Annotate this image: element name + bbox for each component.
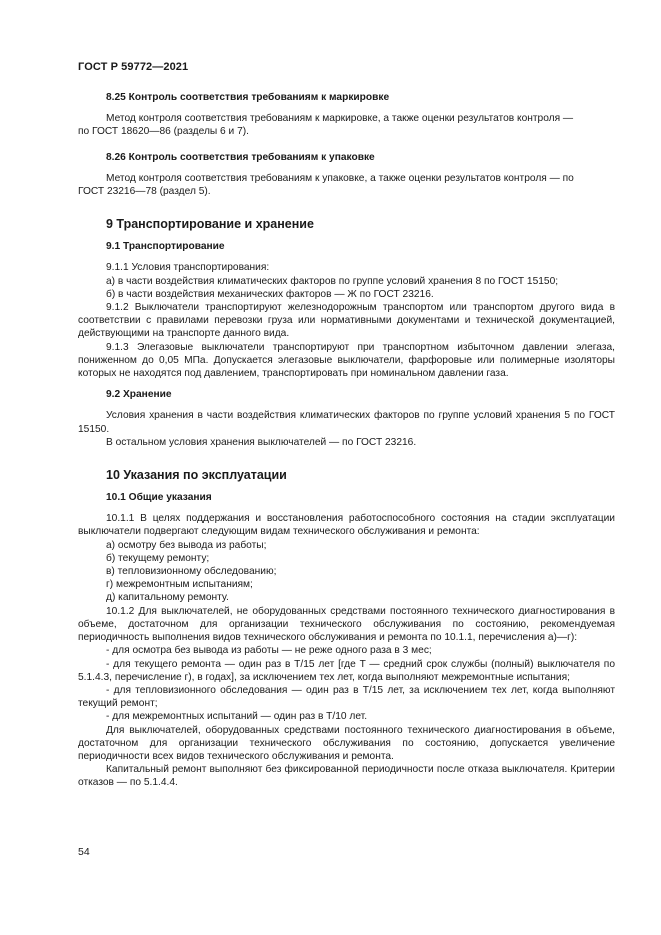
paragraph-9-2-a: Условия хранения в части воздействия климатических факторов по группе условий хранения 5 по ГОСТ 15150. bbox=[78, 410, 615, 435]
dash-item-thermal-survey: - для тепловизионного обследования — один раз в T/15 лет, за исключением тех лет, когда выполняют текущий ремонт; bbox=[78, 684, 615, 710]
section-8-25-body-line-1: Метод контроля соответствия требованиям к маркировке, а также оценки результатов контроля — bbox=[106, 113, 574, 125]
section-10-1-title: 10.1 Общие указания bbox=[106, 492, 212, 504]
page-content bbox=[78, 91, 615, 790]
section-8-26-body-line-2: ГОСТ 23216—78 (раздел 5). bbox=[78, 186, 211, 198]
list-item: в) тепловизионному обследованию; bbox=[106, 566, 277, 578]
list-item: б) текущему ремонту; bbox=[106, 552, 210, 564]
section-9-1-title: 9.1 Транспортирование bbox=[106, 241, 225, 253]
section-8-26-body-line-1: Метод контроля соответствия требованиям к упаковке, а также оценки результатов контроля — по bbox=[106, 172, 574, 184]
paragraph-diagnostics: Для выключателей, оборудованных средствами постоянного технического диагностирования в объеме, достаточном для организации технического обслуживания по состоянию, допускается увеличение периодичности всех видов технического обслуживания и ремонта. bbox=[78, 724, 615, 762]
paragraph-10-1-1: 10.1.1 В целях поддержания и восстановления работоспособного состояния на стадии эксплуатации выключатели подвергают следующим видам технического обслуживания и ремонта: bbox=[78, 513, 615, 538]
paragraph-9-1-2: 9.1.2 Выключатели транспортируют железнодорожным транспортом или транспортом другого вида в соответствии с правилами перевозки груза или нормативными документами и технической документацией, действующими на транспорте данного вида. bbox=[78, 302, 615, 340]
paragraph-10-1-2: 10.1.2 Для выключателей, не оборудованных средствами постоянного технического диагностирования в объеме, достаточном для организации технического обслуживания по состоянию, рекомендуемая периодичность выполнения видов технического обслуживания и ремонта по 10.1.1, перечисления а)—г): bbox=[78, 605, 615, 644]
list-item: д) капитальному ремонту. bbox=[106, 592, 229, 604]
dash-item-inspection: - для осмотра без вывода из работы — не реже одного раза в 3 мес; bbox=[106, 645, 432, 657]
list-item-9-1-1-b: б) в части воздействия механических факторов — Ж по ГОСТ 23216. bbox=[106, 288, 434, 300]
section-8-25-title: 8.25 Контроль соответствия требованиям к маркировке bbox=[106, 92, 390, 103]
section-9-2-title: 9.2 Хранение bbox=[106, 389, 172, 401]
paragraph-9-2-b: В остальном условия хранения выключателей — по ГОСТ 23216. bbox=[106, 436, 417, 448]
section-9-title: 9 Транспортирование и хранение bbox=[106, 217, 314, 232]
section-8-25-body-line-2: по ГОСТ 18620—86 (разделы 6 и 7). bbox=[78, 126, 249, 138]
page-number: 54 bbox=[78, 846, 90, 858]
dash-item-interrepair-tests: - для межремонтных испытаний — один раз в T/10 лет. bbox=[106, 711, 368, 723]
dash-item-current-repair: - для текущего ремонта — один раз в T/15 лет [где T — средний срок службы (полный) выключателя по 5.1.4.3, перечисление г), в годах], за исключением тех лет, когда выполняют межремонтные испытания; bbox=[78, 658, 615, 683]
section-10-title: 10 Указания по эксплуатации bbox=[106, 468, 287, 483]
standard-id-header: ГОСТ Р 59772—2021 bbox=[78, 61, 189, 73]
list-item: а) осмотру без вывода из работы; bbox=[106, 539, 267, 551]
paragraph-9-1-3: 9.1.3 Элегазовые выключатели транспортируют при транспортном избыточном давлении элегаза, пониженном до 0,05 МПа. Допускается элегазовые выключатели, фарфоровые или полимерные изоляторы которых не находятся под давлением, транспортировать при номинальном давлении газа. bbox=[78, 341, 615, 380]
list-item: г) межремонтным испытаниям; bbox=[106, 579, 253, 591]
paragraph-9-1-1: 9.1.1 Условия транспортирования: bbox=[106, 262, 270, 274]
section-8-26-title: 8.26 Контроль соответствия требованиям к упаковке bbox=[106, 151, 375, 163]
list-item-9-1-1-a: а) в части воздействия климатических факторов по группе условий хранения 8 по ГОСТ 15150; bbox=[106, 275, 559, 287]
paragraph-capital-repair: Капитальный ремонт выполняют без фиксированной периодичности после отказа выключателя. Критерии отказов — по 5.1.4.4. bbox=[78, 764, 615, 789]
